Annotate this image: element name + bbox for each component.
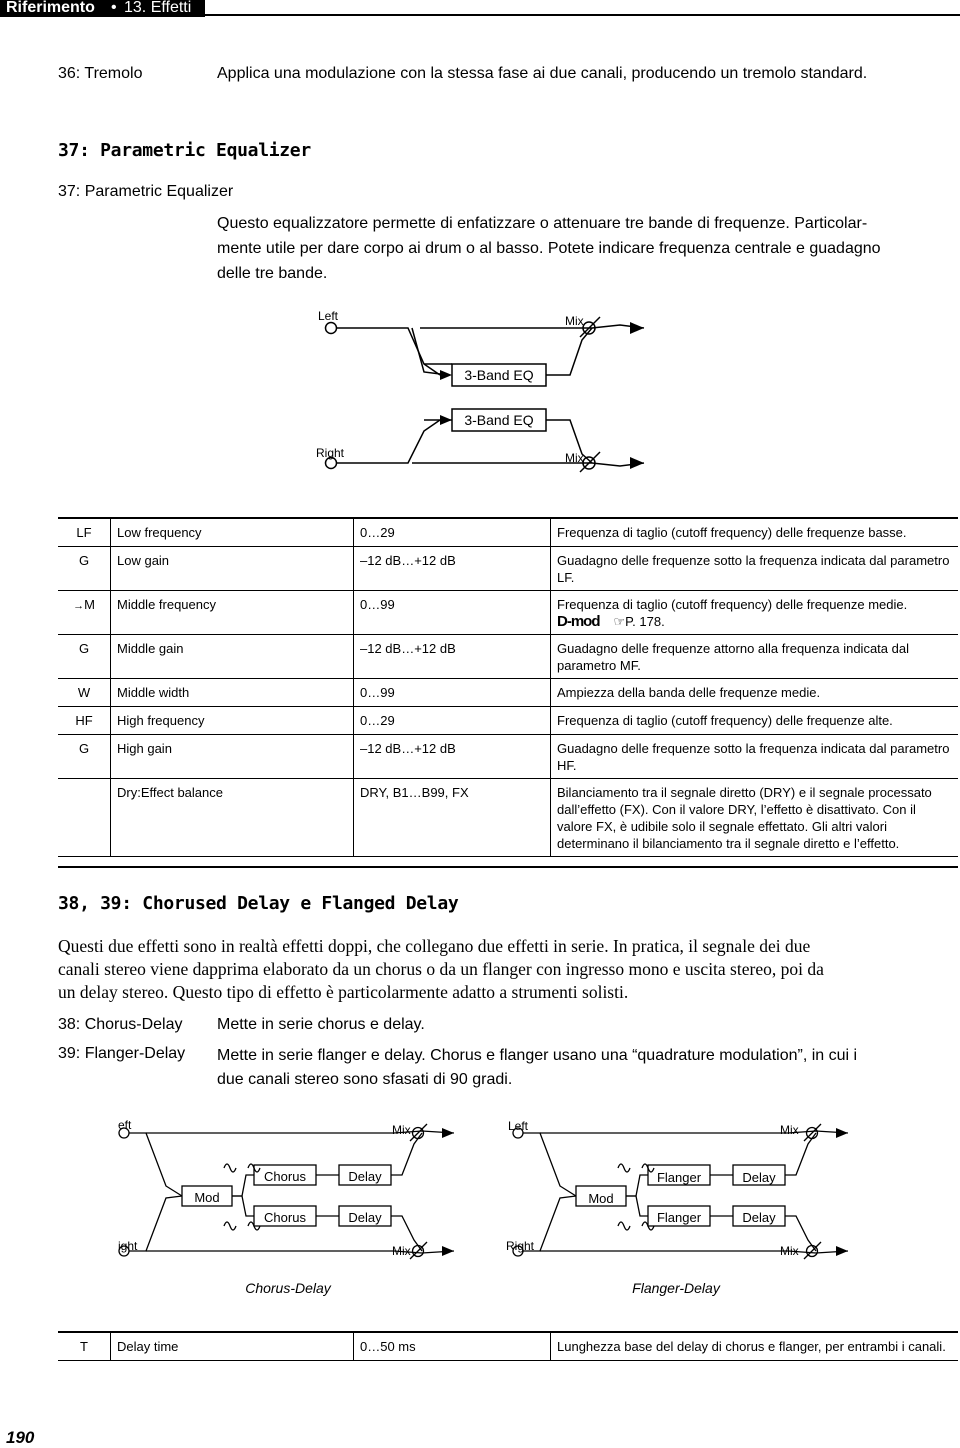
param-name-text: Dry:Effect balance (117, 785, 223, 800)
param-desc-text: Guadagno delle frequenze sotto la frequenza indicata dal parametro HF. (557, 741, 950, 773)
fd-flanger-top: Flanger (656, 1170, 702, 1185)
param-row (58, 707, 958, 735)
param-row (58, 635, 958, 679)
param-row (58, 591, 958, 635)
param-desc (551, 1333, 959, 1361)
chorus-delay-diagram (119, 1124, 454, 1259)
cd-delay-top: Delay (348, 1169, 382, 1184)
param-name (111, 519, 354, 547)
fd-mix-label: Mix (780, 1244, 799, 1258)
delay-heading: 38, 39: Chorused Delay e Flanged Delay (58, 893, 459, 914)
param-abbr (58, 519, 111, 547)
peq-subheading: 37: Parametric Equalizer (58, 183, 234, 200)
param-desc (551, 635, 959, 679)
param-desc-text: Guadagno delle frequenze attorno alla frequenza indicata dal parametro MF. (557, 641, 909, 673)
fd-mix-label: Mix (780, 1123, 799, 1137)
running-header (0, 0, 960, 17)
desc-line: Mette in serie flanger e delay. Chorus e flanger usano una “quadrature modulation”, in cui i (217, 1047, 858, 1064)
param-desc (551, 707, 959, 735)
param-abbr-text: LF (76, 525, 92, 540)
left-input-jack (326, 323, 337, 334)
cd-left-label: eft (118, 1118, 132, 1132)
param-row (58, 519, 958, 547)
param-desc (551, 591, 959, 635)
param-range-text: 0…99 (360, 597, 395, 612)
param-range-text: 0…99 (360, 685, 395, 700)
param-range (354, 735, 551, 779)
fd-flanger-bottom: Flanger (656, 1210, 702, 1225)
peq-heading: 37: Parametric Equalizer (58, 140, 311, 161)
param-range-text: –12 dB…+12 dB (360, 741, 456, 756)
delay-param-table (58, 1333, 958, 1361)
pointing-hand-icon: ☞ (613, 614, 626, 629)
param-abbr (58, 707, 111, 735)
param-range (354, 679, 551, 707)
param-desc (551, 779, 959, 857)
param-abbr (58, 779, 111, 857)
param-name-text: Low frequency (117, 525, 202, 540)
param-row (58, 679, 958, 707)
param-range-text: 0…29 (360, 525, 395, 540)
chorus-delay-id: 38: Chorus-Delay (58, 1016, 183, 1033)
param-range (354, 1333, 551, 1361)
param-desc-text: Bilanciamento tra il segnale diretto (DRY) e il segnale processato dall’effetto (FX). Con il valore DRY, l’effetto è disattivato. Con il valore FX, è udibile solo il segnale effettato. Gli altri valori determinano il bilanciamento tra il segnale diretto e l’effetto. (557, 785, 932, 851)
param-name-text: Delay time (117, 1339, 179, 1354)
param-row (58, 735, 958, 779)
delay-intro (58, 935, 958, 1004)
cd-mix-label: Mix (392, 1244, 411, 1258)
cd-right-label: ight (118, 1239, 138, 1253)
param-range (354, 779, 551, 857)
param-name (111, 779, 354, 857)
param-desc-text: Frequenza di taglio (cutoff frequency) delle frequenze medie. (557, 597, 908, 612)
cd-mix-label: Mix (392, 1123, 411, 1137)
cd-chorus-bottom: Chorus (264, 1210, 306, 1225)
param-desc (551, 679, 959, 707)
eq-box-bottom-label: 3-Band EQ (464, 412, 534, 428)
peq-desc-line: mente utile per dare corpo ai drum o al basso. Potete indicare frequenza centrale e guadagno (217, 240, 881, 257)
flanger-delay-desc (217, 1044, 857, 1092)
param-range-text: –12 dB…+12 dB (360, 553, 456, 568)
param-desc-text: Frequenza di taglio (cutoff frequency) delle frequenze alte. (557, 713, 893, 728)
intro-line: canali stereo viene dapprima elaborato da un chorus o da un flanger con ingresso mono e uscita stereo, poi da (58, 959, 824, 979)
peq-block-diagram (0, 300, 960, 485)
diagram-right-label: Right (316, 446, 345, 460)
cd-mod-label: Mod (194, 1190, 220, 1205)
output-arrow-bottom (630, 457, 644, 469)
peq-desc-line: delle tre bande. (217, 265, 328, 282)
param-name (111, 635, 354, 679)
page-ref[interactable]: P. 178. (625, 614, 665, 629)
param-name-text: Middle frequency (117, 597, 216, 612)
peq-param-table (58, 519, 958, 857)
param-range (354, 519, 551, 547)
param-name (111, 707, 354, 735)
param-name-text: Middle width (117, 685, 190, 700)
param-range (354, 707, 551, 735)
param-range-text: DRY, B1…B99, FX (360, 785, 469, 800)
param-name (111, 1333, 354, 1361)
param-abbr (58, 679, 111, 707)
param-row (58, 779, 958, 857)
param-range-text: –12 dB…+12 dB (360, 641, 456, 656)
cd-caption: Chorus-Delay (245, 1280, 331, 1296)
param-range (354, 547, 551, 591)
param-name (111, 679, 354, 707)
param-row (58, 1333, 958, 1361)
tremolo-id: 36: Tremolo (58, 65, 143, 82)
page-number: 190 (6, 1428, 35, 1447)
fd-right-label: Right (506, 1239, 535, 1253)
param-desc-text: Frequenza di taglio (cutoff frequency) delle frequenze basse. (557, 525, 907, 540)
param-range-text: 0…29 (360, 713, 395, 728)
header-rule (205, 14, 960, 16)
param-range-text: 0…50 ms (360, 1339, 416, 1354)
peq-desc-line: Questo equalizzatore permette di enfatizzare o attenuare tre bande di frequenze. Particolar- (217, 215, 868, 232)
param-desc-text: Guadagno delle frequenze sotto la frequenza indicata dal parametro LF. (557, 553, 950, 585)
peq-description (217, 211, 881, 286)
diagram-mix-label: Mix (565, 451, 584, 465)
param-abbr (58, 1333, 111, 1361)
param-abbr (58, 591, 111, 635)
param-desc (551, 547, 959, 591)
eq-box-top-label: 3-Band EQ (464, 367, 534, 383)
param-abbr-text: G (78, 553, 90, 568)
fd-delay-top: Delay (742, 1170, 776, 1185)
section-rule (58, 866, 958, 868)
diagram-left-label: Left (318, 309, 339, 323)
param-name-text: High gain (117, 741, 172, 756)
dmod-ref (557, 613, 952, 630)
fd-mod-label: Mod (588, 1191, 614, 1206)
fd-caption: Flanger-Delay (632, 1280, 720, 1296)
param-abbr-text: T (80, 1339, 88, 1354)
param-abbr-text: G (78, 741, 90, 756)
param-name (111, 735, 354, 779)
param-abbr-text: HF (75, 713, 93, 728)
param-abbr (58, 635, 111, 679)
header-section: Riferimento (6, 0, 95, 16)
param-name (111, 591, 354, 635)
header-separator: • (111, 0, 117, 16)
dmod-logo-icon: D-mod (557, 613, 600, 630)
fd-left-label: Left (508, 1119, 529, 1133)
param-abbr (58, 735, 111, 779)
param-range (354, 635, 551, 679)
fd-delay-bottom: Delay (742, 1210, 776, 1225)
diagram-mix-label: Mix (565, 314, 584, 328)
output-arrow-top (630, 322, 644, 334)
flanger-delay-id: 39: Flanger-Delay (58, 1045, 186, 1062)
param-desc-text: Lunghezza base del delay di chorus e flanger, per entrambi i canali. (557, 1339, 946, 1354)
header-chapter: 13. Effetti (124, 0, 192, 16)
param-abbr-text: G (78, 641, 90, 656)
param-desc (551, 519, 959, 547)
desc-line: due canali stereo sono sfasati di 90 gradi. (217, 1071, 513, 1088)
param-desc (551, 735, 959, 779)
param-name-text: High frequency (117, 713, 205, 728)
cd-chorus-top: Chorus (264, 1169, 306, 1184)
tremolo-desc: Applica una modulazione con la stessa fase ai due canali, producendo un tremolo standard. (217, 65, 868, 82)
param-name (111, 547, 354, 591)
param-range (354, 591, 551, 635)
param-row (58, 547, 958, 591)
param-abbr-text: W (77, 685, 91, 700)
intro-line: un delay stereo. Questo tipo di effetto è particolarmente adatto a strumenti solisti. (58, 982, 629, 1002)
delay-block-diagrams (0, 1110, 960, 1300)
param-abbr (58, 547, 111, 591)
cd-delay-bottom: Delay (348, 1210, 382, 1225)
param-name-text: Low gain (117, 553, 170, 568)
intro-line: Questi due effetti sono in realtà effetti doppi, che collegano due effetti in serie. In pratica, il segnale dei due (58, 936, 811, 956)
param-abbr-text: M (84, 597, 95, 612)
param-name-text: Middle gain (117, 641, 184, 656)
param-desc-text: Ampiezza della banda delle frequenze medie. (557, 685, 821, 700)
modulation-arrow-icon: → (73, 600, 85, 612)
chorus-delay-desc: Mette in serie chorus e delay. (217, 1016, 425, 1033)
flanger-delay-diagram (513, 1124, 848, 1259)
